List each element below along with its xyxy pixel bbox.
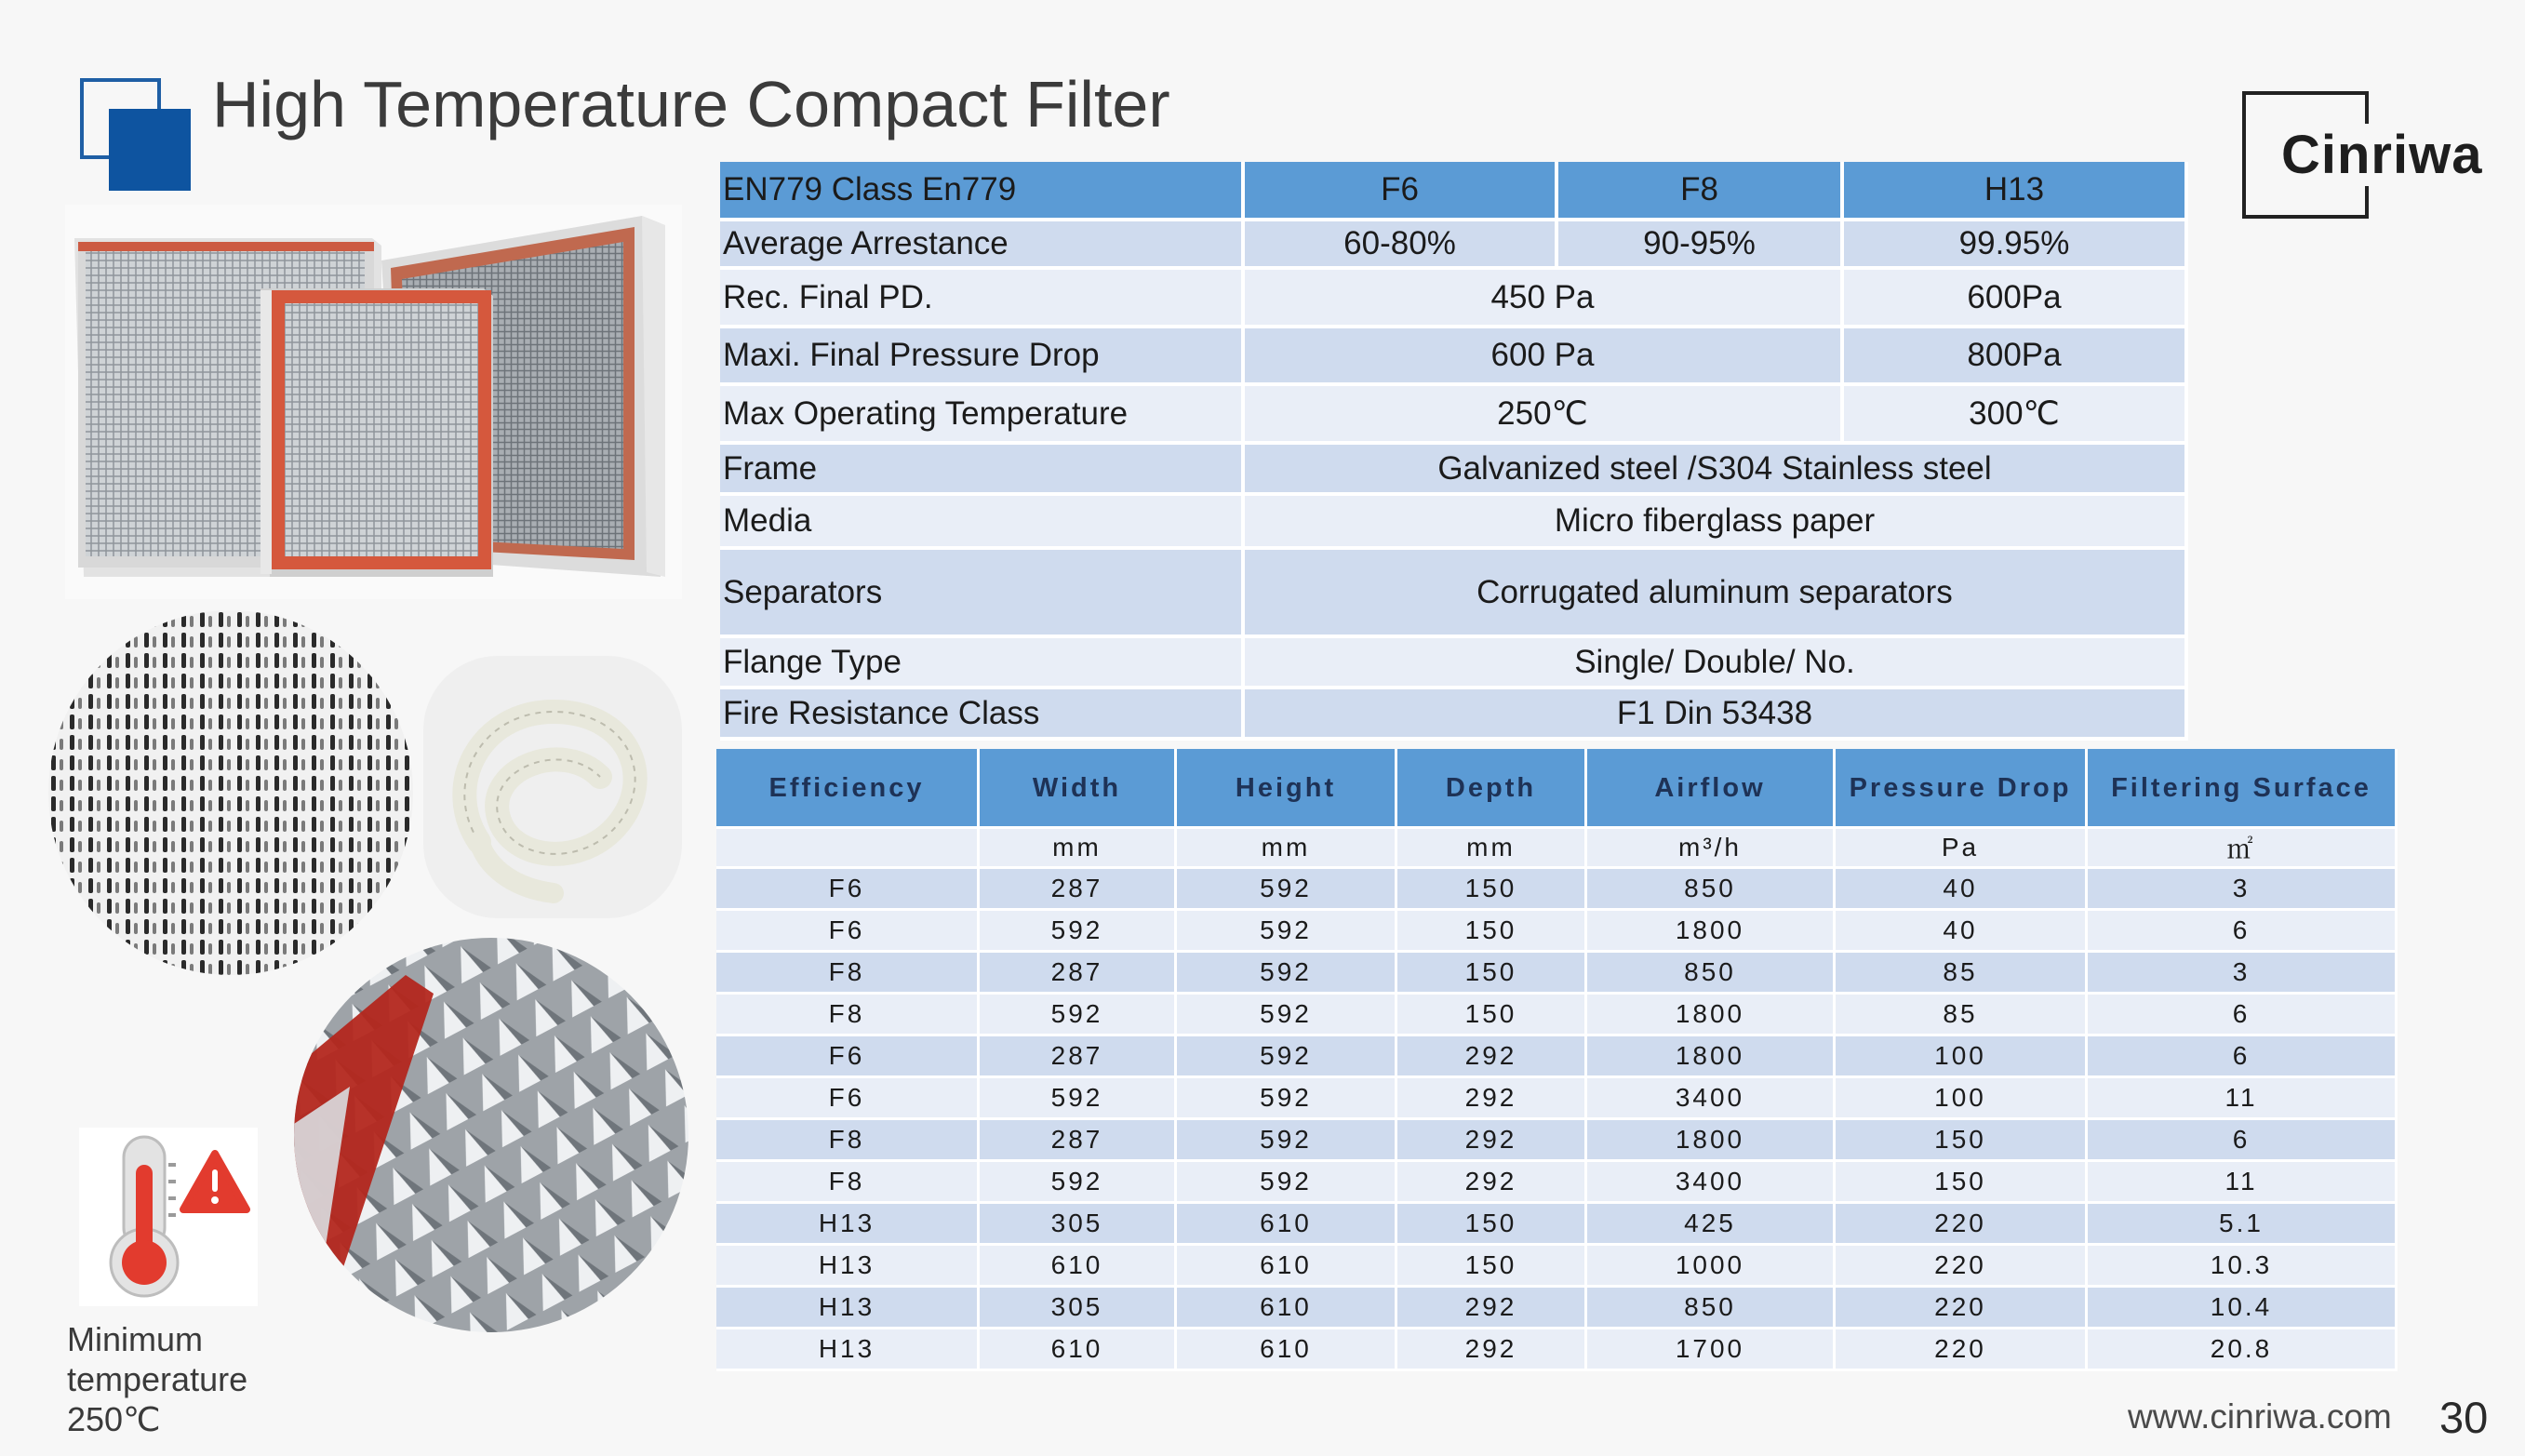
- table-cell: 287: [980, 1036, 1177, 1078]
- table-cell: 150: [1397, 953, 1587, 995]
- unit-cell: m³/h: [1587, 829, 1836, 869]
- table-cell: 150: [1397, 911, 1587, 953]
- table-cell: 592: [1177, 869, 1397, 911]
- spec-label: Flange Type: [720, 638, 1245, 689]
- spec-value: Single/ Double/ No.: [1245, 638, 2188, 689]
- table-cell: 850: [1587, 1288, 1836, 1329]
- table-cell: 150: [1397, 1204, 1587, 1246]
- spec-label: Max Operating Temperature: [720, 386, 1245, 445]
- spec-row-maxi-final-pd: [720, 328, 2188, 386]
- column-header-width: Width: [980, 749, 1177, 829]
- column-header-filtering-surface: Filtering Surface: [2088, 749, 2398, 829]
- unit-cell: [716, 829, 980, 869]
- spec-value: 300℃: [1844, 386, 2188, 445]
- table-row: [716, 911, 2398, 953]
- table-cell: H13: [716, 1329, 980, 1371]
- spec-row-frame: [720, 445, 2188, 496]
- table-cell: 100: [1836, 1078, 2088, 1120]
- table-cell: 3400: [1587, 1162, 1836, 1204]
- table-cell: 11: [2088, 1162, 2398, 1204]
- table-cell: 1800: [1587, 1120, 1836, 1162]
- table-cell: 150: [1397, 869, 1587, 911]
- table-cell: 85: [1836, 953, 2088, 995]
- table-cell: 3: [2088, 953, 2398, 995]
- table-cell: 305: [980, 1204, 1177, 1246]
- table-cell: 1800: [1587, 995, 1836, 1036]
- spec-value: 600Pa: [1844, 270, 2188, 328]
- table-row: [716, 1288, 2398, 1329]
- column-header-pressure-drop: Pressure Drop: [1836, 749, 2088, 829]
- spec-row-header: [720, 162, 2188, 221]
- minimum-temperature-caption: [67, 1319, 247, 1439]
- unit-cell: mm: [1177, 829, 1397, 869]
- table-cell: 592: [1177, 1162, 1397, 1204]
- table-cell: H13: [716, 1246, 980, 1288]
- corrugated-separator-photo: [294, 938, 688, 1332]
- spec-label: Fire Resistance Class: [720, 689, 1245, 741]
- unit-cell: ㎡: [2088, 829, 2398, 869]
- spec-table: [720, 162, 2188, 741]
- page-number: 30: [2439, 1393, 2489, 1442]
- table-cell: 292: [1397, 1288, 1587, 1329]
- spec-header-f6: F6: [1245, 162, 1558, 221]
- table-cell: 6: [2088, 995, 2398, 1036]
- spec-row-average-arrestance: [720, 221, 2188, 270]
- table-cell: 850: [1587, 953, 1836, 995]
- table-cell: F6: [716, 911, 980, 953]
- spec-header-label: EN779 Class En779: [720, 162, 1245, 221]
- spec-header-f8: F8: [1558, 162, 1844, 221]
- table-cell: F8: [716, 995, 980, 1036]
- table-cell: 292: [1397, 1162, 1587, 1204]
- table-cell: 305: [980, 1288, 1177, 1329]
- spec-value: 60-80%: [1245, 221, 1558, 270]
- table-cell: 3400: [1587, 1078, 1836, 1120]
- column-header-depth: Depth: [1397, 749, 1587, 829]
- spec-label: Media: [720, 496, 1245, 550]
- unit-cell: Pa: [1836, 829, 2088, 869]
- table-cell: 150: [1836, 1120, 2088, 1162]
- table-cell: 610: [1177, 1288, 1397, 1329]
- table-cell: 85: [1836, 995, 2088, 1036]
- product-photo: [65, 205, 682, 599]
- table-cell: 610: [980, 1329, 1177, 1371]
- table-cell: 287: [980, 953, 1177, 995]
- table-cell: 1000: [1587, 1246, 1836, 1288]
- unit-cell: mm: [1397, 829, 1587, 869]
- spec-label: Rec. Final PD.: [720, 270, 1245, 328]
- table-cell: 10.3: [2088, 1246, 2398, 1288]
- table-row: [716, 1036, 2398, 1078]
- table-cell: 610: [1177, 1329, 1397, 1371]
- table-cell: 592: [1177, 953, 1397, 995]
- spec-row-separators: [720, 550, 2188, 638]
- spec-value: Galvanized steel /S304 Stainless steel: [1245, 445, 2188, 496]
- table-cell: 592: [1177, 1036, 1397, 1078]
- table-cell: 40: [1836, 911, 2088, 953]
- table-cell: 220: [1836, 1329, 2088, 1371]
- column-header-efficiency: Efficiency: [716, 749, 980, 829]
- table-cell: H13: [716, 1204, 980, 1246]
- table-cell: 100: [1836, 1036, 2088, 1078]
- website-link[interactable]: www.cinriwa.com: [2128, 1397, 2392, 1436]
- spec-row-flange-type: [720, 638, 2188, 689]
- table-cell: 220: [1836, 1288, 2088, 1329]
- table-cell: H13: [716, 1288, 980, 1329]
- table-cell: 592: [980, 995, 1177, 1036]
- table-cell: 592: [980, 1162, 1177, 1204]
- table-cell: 6: [2088, 1120, 2398, 1162]
- table-row: [716, 995, 2398, 1036]
- table-cell: 11: [2088, 1078, 2398, 1120]
- table-cell: 1700: [1587, 1329, 1836, 1371]
- table-cell: 20.8: [2088, 1329, 2398, 1371]
- spec-row-media: [720, 496, 2188, 550]
- table-cell: 150: [1397, 1246, 1587, 1288]
- spec-row-max-operating-temp: [720, 386, 2188, 445]
- table-cell: 592: [1177, 1120, 1397, 1162]
- table-cell: 6: [2088, 911, 2398, 953]
- unit-cell: mm: [980, 829, 1177, 869]
- table-header-row: [716, 749, 2398, 829]
- table-cell: 425: [1587, 1204, 1836, 1246]
- table-cell: 592: [980, 911, 1177, 953]
- spec-value: 90-95%: [1558, 221, 1844, 270]
- table-cell: 150: [1397, 995, 1587, 1036]
- cinriwa-logo-text: Cinriwa: [2278, 124, 2487, 186]
- units-row: [716, 829, 2398, 869]
- spec-header-h13: H13: [1844, 162, 2188, 221]
- table-cell: 150: [1836, 1162, 2088, 1204]
- table-row: [716, 1329, 2398, 1371]
- table-cell: 220: [1836, 1246, 2088, 1288]
- table-cell: 6: [2088, 1036, 2398, 1078]
- table-row: [716, 1078, 2398, 1120]
- spec-label: Average Arrestance: [720, 221, 1245, 270]
- spec-value: 600 Pa: [1245, 328, 1844, 386]
- table-cell: 592: [1177, 1078, 1397, 1120]
- table-cell: F6: [716, 1078, 980, 1120]
- table-cell: 5.1: [2088, 1204, 2398, 1246]
- spec-value: Corrugated aluminum separators: [1245, 550, 2188, 638]
- spec-label: Frame: [720, 445, 1245, 496]
- table-row: [716, 869, 2398, 911]
- table-cell: 292: [1397, 1120, 1587, 1162]
- gasket-rope-photo: [423, 656, 682, 918]
- table-row: [716, 953, 2398, 995]
- spec-value: F1 Din 53438: [1245, 689, 2188, 741]
- table-cell: 287: [980, 869, 1177, 911]
- spec-value: 250℃: [1245, 386, 1844, 445]
- thermometer-warning-icon: [79, 1128, 258, 1306]
- table-cell: 292: [1397, 1329, 1587, 1371]
- table-cell: 592: [1177, 911, 1397, 953]
- spec-label: Separators: [720, 550, 1245, 638]
- spec-value: 99.95%: [1844, 221, 2188, 270]
- table-cell: 3: [2088, 869, 2398, 911]
- caption-line-1: Minimum: [67, 1320, 204, 1358]
- table-row: [716, 1120, 2398, 1162]
- column-header-airflow: Airflow: [1587, 749, 1836, 829]
- caption-line-3: 250℃: [67, 1400, 161, 1438]
- table-cell: 610: [1177, 1246, 1397, 1288]
- table-cell: 592: [980, 1078, 1177, 1120]
- table-cell: 610: [1177, 1204, 1397, 1246]
- pleated-media-photo: [48, 610, 413, 975]
- title-decoration-square: [109, 109, 191, 191]
- table-cell: 220: [1836, 1204, 2088, 1246]
- table-cell: F8: [716, 1120, 980, 1162]
- table-cell: F6: [716, 1036, 980, 1078]
- spec-row-fire-resistance: [720, 689, 2188, 741]
- spec-value: 450 Pa: [1245, 270, 1844, 328]
- column-header-height: Height: [1177, 749, 1397, 829]
- table-row: [716, 1204, 2398, 1246]
- caption-line-2: temperature: [67, 1360, 248, 1398]
- table-cell: 610: [980, 1246, 1177, 1288]
- spec-value: 800Pa: [1844, 328, 2188, 386]
- table-cell: 1800: [1587, 911, 1836, 953]
- table-cell: 292: [1397, 1078, 1587, 1120]
- table-cell: 592: [1177, 995, 1397, 1036]
- dimensions-table: [716, 749, 2398, 1371]
- spec-value: Micro fiberglass paper: [1245, 496, 2188, 550]
- spec-label: Maxi. Final Pressure Drop: [720, 328, 1245, 386]
- table-cell: F6: [716, 869, 980, 911]
- table-cell: 10.4: [2088, 1288, 2398, 1329]
- table-cell: 1800: [1587, 1036, 1836, 1078]
- table-row: [716, 1162, 2398, 1204]
- table-row: [716, 1246, 2398, 1288]
- table-cell: F8: [716, 953, 980, 995]
- table-cell: 850: [1587, 869, 1836, 911]
- table-cell: 292: [1397, 1036, 1587, 1078]
- table-cell: F8: [716, 1162, 980, 1204]
- table-cell: 40: [1836, 869, 2088, 911]
- page-title: High Temperature Compact Filter: [212, 68, 1170, 140]
- spec-row-rec-final-pd: [720, 270, 2188, 328]
- table-cell: 287: [980, 1120, 1177, 1162]
